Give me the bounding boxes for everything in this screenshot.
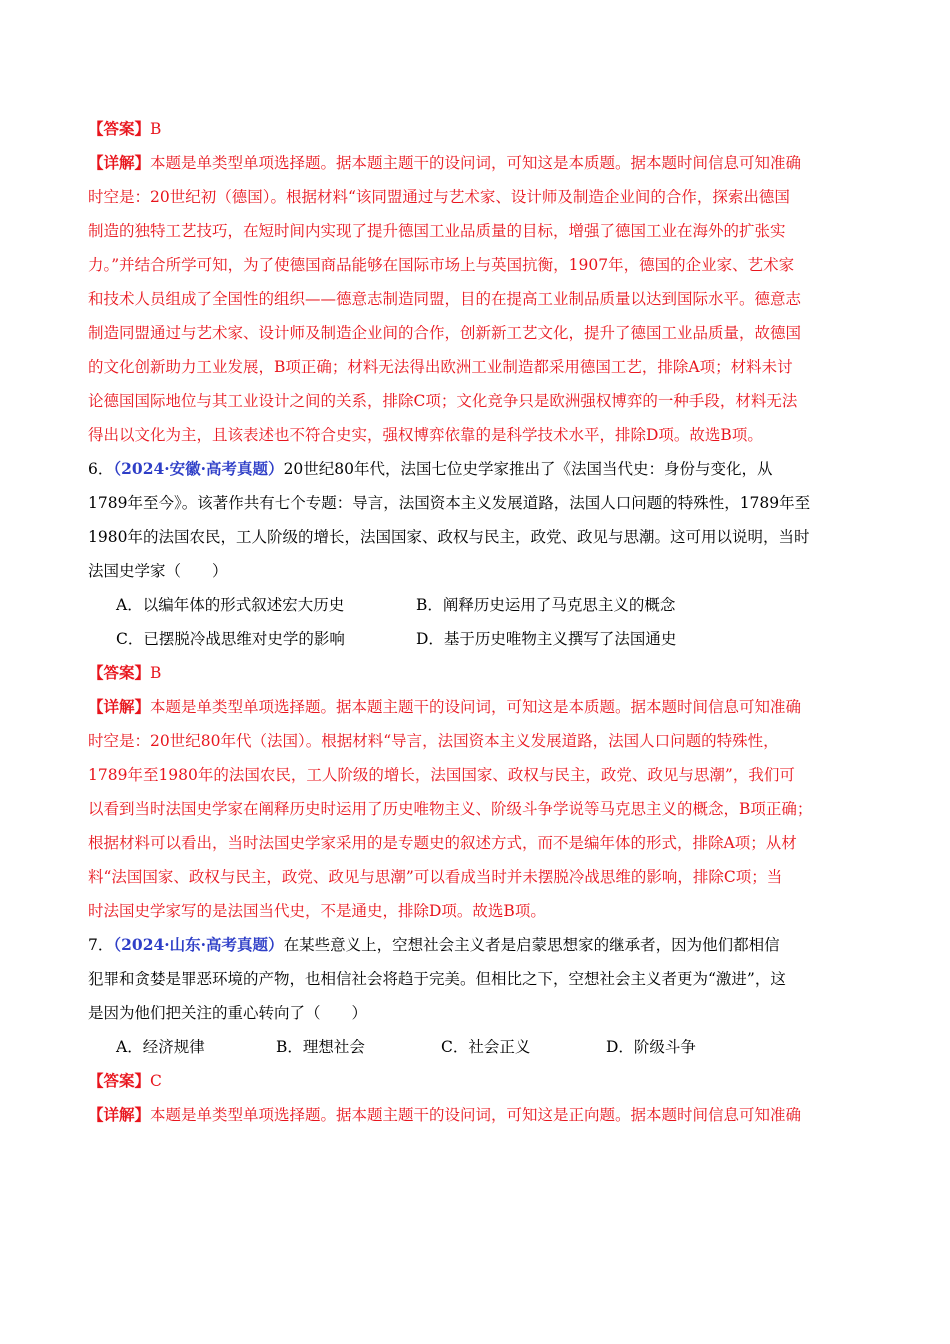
answer-value: C	[150, 1072, 162, 1090]
q6-detail-line	[88, 690, 868, 724]
q6-stem-line: 1789年至今》。该著作共有七个专题：导言，法国资本主义发展道路，法国人口问题的特殊性，1789年至	[88, 494, 811, 512]
q6-detail-line: 1789年至1980年的法国农民，工人阶级的增长，法国国家、政权与民主，政党、政见与思潮”，我们可	[88, 766, 795, 784]
answer-value: B	[150, 664, 162, 682]
q5-detail-line: 制造同盟通过与艺术家、设计师及制造企业间的合作，创新新工艺文化，提升了德国工业品质量，故德国	[88, 324, 802, 342]
q7-stem-line: 犯罪和贪婪是罪恶环境的产物，也相信社会将趋于完美。但相比之下，空想社会主义者更为“激进”，这	[88, 970, 786, 988]
q5-detail-line: 力。”并结合所学可知，为了使德国商品能够在国际市场上与英国抗衡，1907年，德国的企业家、艺术家	[88, 256, 795, 274]
q6-stem-line	[88, 452, 868, 486]
q6-detail-line: 料“法国国家、政权与民主，政党、政见与思潮”可以看成当时并未摆脱冷战思维的影响，排除C项；当	[88, 868, 783, 886]
q5-detail-line: 的文化创新助力工业发展，B项正确；材料无法得出欧洲工业制造都采用德国工艺，排除A项；材料未讨	[88, 358, 793, 376]
detail-text: 本题是单类型单项选择题。据本题主题干的设问词，可知这是本质题。据本题时间信息可知准确	[150, 698, 802, 716]
detail-text: 本题是单类型单项选择题。据本题主题干的设问词，可知这是本质题。据本题时间信息可知准确	[150, 154, 802, 172]
question-source: （2024·山东·高考真题）	[113, 935, 284, 954]
detail-label: 【详解】	[88, 153, 151, 172]
question-source: （2024·安徽·高考真题）	[113, 459, 284, 478]
q5-detail-line: 论德国国际地位与其工业设计之间的关系，排除C项；文化竞争只是欧洲强权博弈的一种手段，材料无法	[88, 392, 798, 410]
option-c: C．已摆脱冷战思维对史学的影响	[116, 630, 345, 648]
q5-answer-line	[88, 112, 868, 146]
q7-detail-line	[88, 1098, 868, 1132]
q6-options-row	[88, 622, 868, 656]
answer-label: 【答案】	[88, 1071, 151, 1090]
q5-detail-line: 时空是：20世纪初（德国）。根据材料“该同盟通过与艺术家、设计师及制造企业间的合作，探索出德国	[88, 188, 790, 206]
q6-options-row	[88, 588, 868, 622]
option-d: D．基于历史唯物主义撰写了法国通史	[416, 630, 677, 648]
q6-detail-line: 根据材料可以看出，当时法国史学家采用的是专题史的叙述方式，而不是编年体的形式，排除A项；从材	[88, 834, 797, 852]
q7-stem-line	[88, 928, 868, 962]
q7-options-row	[88, 1030, 868, 1064]
stem-text: 20世纪80年代，法国七位史学家推出了《法国当代史：身份与变化，从	[283, 460, 773, 478]
question-number: 6．	[88, 460, 114, 478]
q6-stem-line: 法国史学家（ ）	[88, 562, 228, 580]
q6-detail-line: 时法国史学家写的是法国当代史，不是通史，排除D项。故选B项。	[88, 902, 546, 920]
q6-detail-line: 时空是：20世纪80年代（法国）。根据材料“导言，法国资本主义发展道路，法国人口问题的特殊性，	[88, 732, 779, 750]
q5-detail-line	[88, 146, 868, 180]
q6-answer-line	[88, 656, 868, 690]
q5-detail-line: 制造的独特工艺技巧，在短时间内实现了提升德国工业品质量的目标，增强了德国工业在海外的扩张实	[88, 222, 786, 240]
option-b: B．理想社会	[276, 1038, 365, 1056]
detail-label: 【详解】	[88, 697, 151, 716]
q7-answer-line	[88, 1064, 868, 1098]
option-b: B．阐释历史运用了马克思主义的概念	[416, 596, 676, 614]
answer-value: B	[150, 120, 162, 138]
option-c: C．社会正义	[441, 1038, 531, 1056]
option-d: D．阶级斗争	[606, 1038, 696, 1056]
q7-stem-line: 是因为他们把关注的重心转向了（ ）	[88, 1004, 368, 1022]
detail-text: 本题是单类型单项选择题。据本题主题干的设问词，可知这是正向题。据本题时间信息可知准确	[150, 1106, 802, 1124]
answer-label: 【答案】	[88, 119, 151, 138]
q6-stem-line: 1980年的法国农民，工人阶级的增长，法国国家、政权与民主，政党、政见与思潮。这可用以说明，当时	[88, 528, 810, 546]
stem-text: 在某些意义上，空想社会主义者是启蒙思想家的继承者，因为他们都相信	[283, 936, 780, 954]
option-a: A．以编年体的形式叙述宏大历史	[116, 596, 345, 614]
option-a: A．经济规律	[116, 1038, 205, 1056]
q5-detail-line: 和技术人员组成了全国性的组织——德意志制造同盟，目的在提高工业制品质量以达到国际水平。德意志	[88, 290, 802, 308]
question-number: 7．	[88, 936, 114, 954]
q6-detail-line: 以看到当时法国史学家在阐释历史时运用了历史唯物主义、阶级斗争学说等马克思主义的概念，B项正确；	[88, 800, 813, 818]
q5-detail-line: 得出以文化为主，且该表述也不符合史实，强权博弈依靠的是科学技术水平，排除D项。故选B项。	[88, 426, 763, 444]
answer-label: 【答案】	[88, 663, 151, 682]
document-page	[88, 112, 868, 1132]
detail-label: 【详解】	[88, 1105, 151, 1124]
